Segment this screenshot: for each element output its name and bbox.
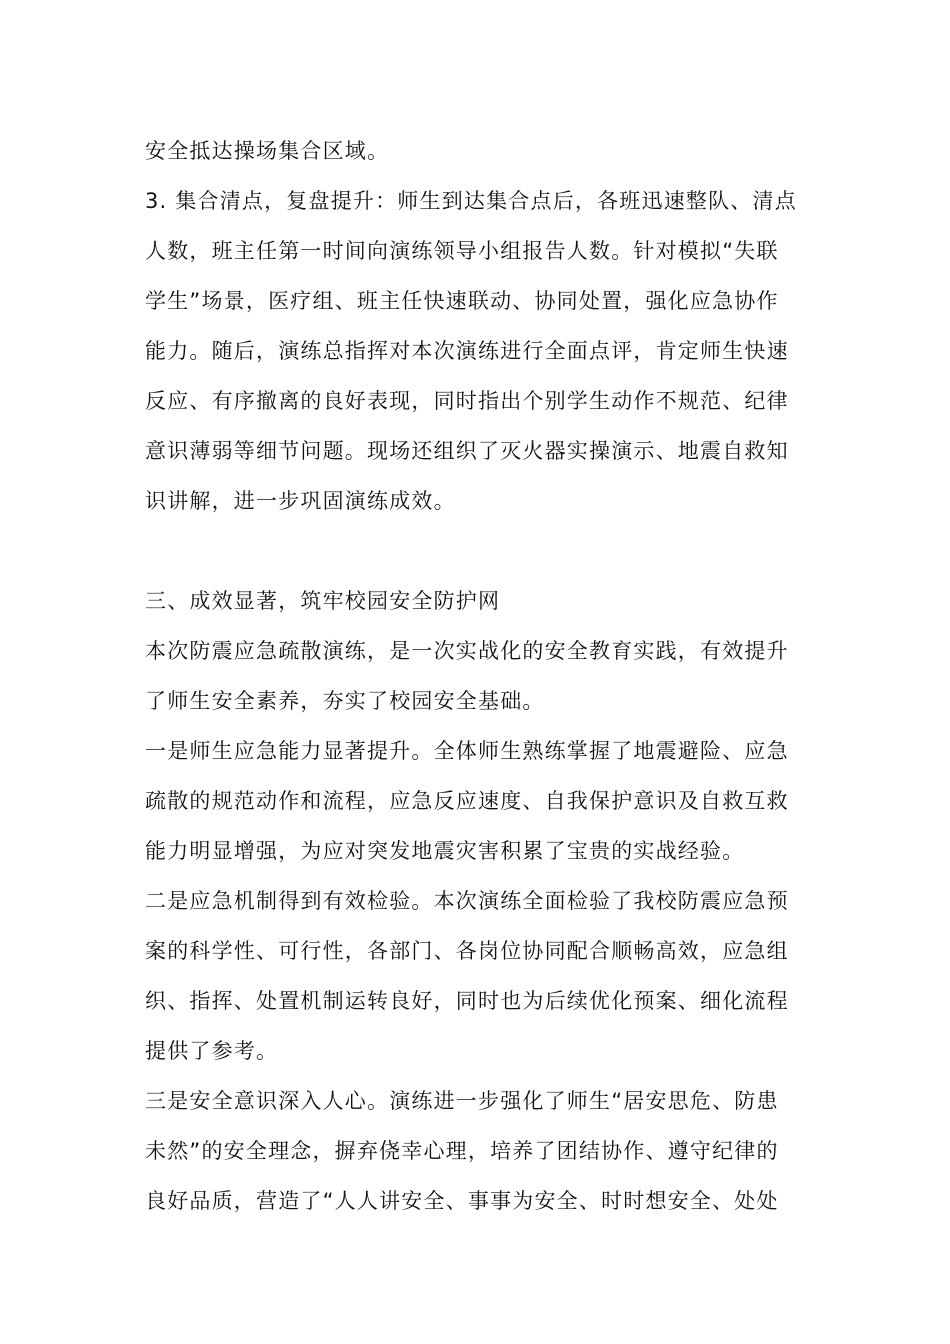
body-text-line: 安全抵达操场集合区域。 <box>145 139 390 163</box>
body-text-line: 一是师生应急能力显著提升。全体师生熟练掌握了地震避险、应急 <box>145 739 789 763</box>
body-text-line: 学生”场景，医疗组、班主任快速联动、协同处置，强化应急协作 <box>145 289 779 313</box>
body-text-line: 二是应急机制得到有效检验。本次演练全面检验了我校防震应急预 <box>145 889 789 913</box>
body-text-line: 未然”的安全理念，摒弃侥幸心理，培养了团结协作、遵守纪律的 <box>145 1139 779 1163</box>
body-text-line: 提供了参考。 <box>145 1039 279 1063</box>
body-text-line: 织、指挥、处置机制运转良好，同时也为后续优化预案、细化流程 <box>145 989 789 1013</box>
body-text-line: 良好品质，营造了“人人讲安全、事事为安全、时时想安全、处处 <box>145 1189 779 1213</box>
section-heading: 三、成效显著，筑牢校园安全防护网 <box>145 589 501 613</box>
body-text-line: 人数，班主任第一时间向演练领导小组报告人数。针对模拟“失联 <box>145 239 779 263</box>
body-text-line: 案的科学性、可行性，各部门、各岗位协同配合顺畅高效，应急组 <box>145 939 789 963</box>
document-page <box>145 126 810 1226</box>
body-text-line: 了师生安全素养，夯实了校园安全基础。 <box>145 689 545 713</box>
body-text-line: 能力。随后，演练总指挥对本次演练进行全面点评，肯定师生快速 <box>145 339 789 363</box>
body-text-line: 能力明显增强，为应对突发地震灾害积累了宝贵的实战经验。 <box>145 839 745 863</box>
body-text-line: 意识薄弱等细节问题。现场还组织了灭火器实操演示、地震自救知 <box>145 439 789 463</box>
body-text-line: 三是安全意识深入人心。演练进一步强化了师生“居安思危、防患 <box>145 1089 779 1113</box>
body-text-line: 反应、有序撤离的良好表现，同时指出个别学生动作不规范、纪律 <box>145 389 789 413</box>
body-text-line: 疏散的规范动作和流程，应急反应速度、自我保护意识及自救互救 <box>145 789 789 813</box>
body-text-line: 识讲解，进一步巩固演练成效。 <box>145 489 456 513</box>
blank-line <box>145 526 810 576</box>
body-text-line: 本次防震应急疏散演练，是一次实战化的安全教育实践，有效提升 <box>145 639 789 663</box>
body-text-line: 3. 集合清点，复盘提升：师生到达集合点后，各班迅速整队、清点 <box>145 189 797 213</box>
